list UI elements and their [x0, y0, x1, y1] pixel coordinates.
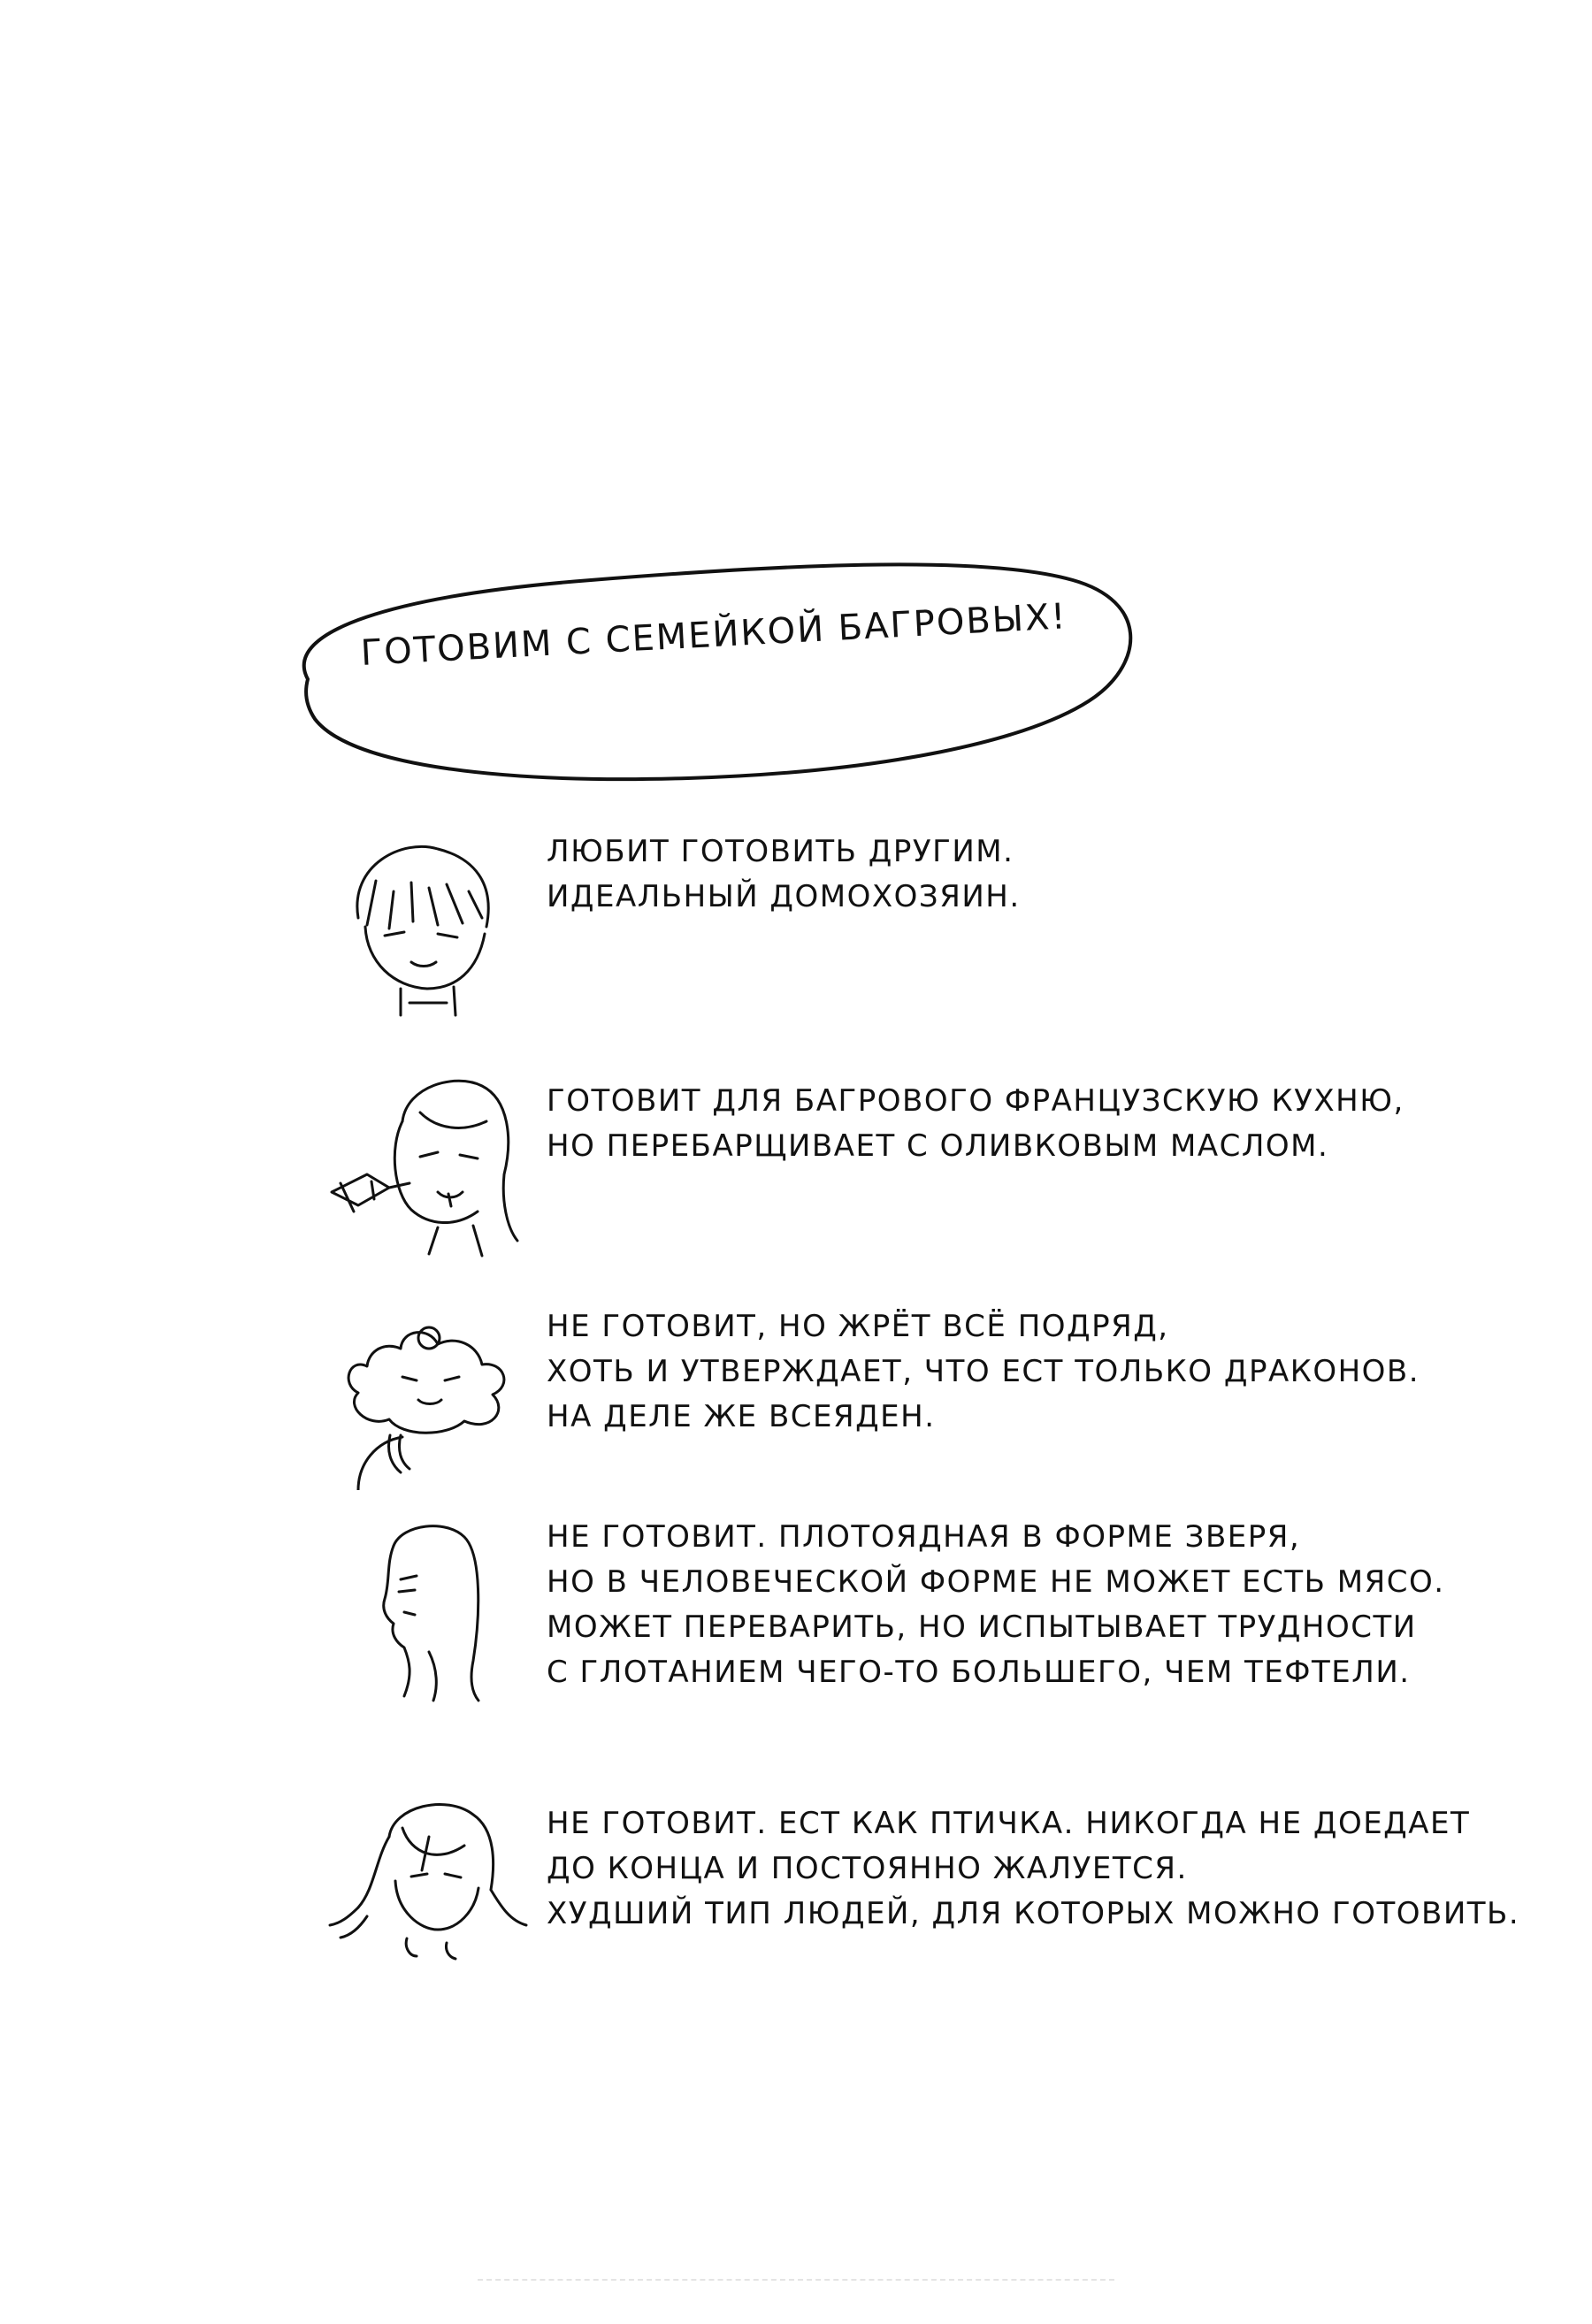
entry-text [547, 1079, 1537, 1169]
entry-line: ИДЕАЛЬНЫЙ ДОМОХОЗЯИН. [547, 879, 1021, 914]
entry-line: ХОТЬ И УТВЕРЖДАЕТ, ЧТО ЕСТ ТОЛЬКО ДРАКОНОВ. [547, 1354, 1420, 1389]
entry-text [547, 1801, 1537, 1937]
entry-line: НЕ ГОТОВИТ, НО ЖРЁТ ВСЁ ПОДРЯД, [547, 1309, 1169, 1344]
character-portrait-icon [305, 1059, 544, 1263]
entry-text [547, 829, 1537, 920]
entry-line: НА ДЕЛЕ ЖЕ ВСЕЯДЕН. [547, 1399, 936, 1434]
faint-divider [478, 2279, 1114, 2281]
entry-line: ДО КОНЦА И ПОСТОЯННО ЖАЛУЕТСЯ. [547, 1851, 1188, 1886]
entry-line: МОЖЕТ ПЕРЕВАРИТЬ, НО ИСПЫТЫВАЕТ ТРУДНОСТИ [547, 1609, 1417, 1645]
entry-line: НО ПЕРЕБАРЩИВАЕТ С ОЛИВКОВЫМ МАСЛОМ. [547, 1128, 1329, 1164]
title-bubble [272, 547, 1157, 785]
entry-text [547, 1304, 1537, 1440]
character-portrait-icon [305, 829, 544, 1033]
character-portrait-icon [305, 1775, 544, 1978]
entry-line: ХУДШИЙ ТИП ЛЮДЕЙ, ДЛЯ КОТОРЫХ МОЖНО ГОТОВИТЬ. [547, 1896, 1520, 1931]
page-title: ГОТОВИМ С СЕМЕЙКОЙ БАГРОВЫХ! [359, 596, 1068, 674]
entry-line: НО В ЧЕЛОВЕЧЕСКОЙ ФОРМЕ НЕ МОЖЕТ ЕСТЬ МЯСО. [547, 1564, 1445, 1600]
entry-line: С ГЛОТАНИЕМ ЧЕГО-ТО БОЛЬШЕГО, ЧЕМ ТЕФТЕЛИ. [547, 1655, 1411, 1690]
entry-line: НЕ ГОТОВИТ. ЕСТ КАК ПТИЧКА. НИКОГДА НЕ ДОЕДАЕТ [547, 1806, 1471, 1841]
entry-line: ЛЮБИТ ГОТОВИТЬ ДРУГИМ. [547, 834, 1014, 869]
entry-line: ГОТОВИТ ДЛЯ БАГРОВОГО ФРАНЦУЗСКУЮ КУХНЮ, [547, 1083, 1404, 1119]
entry-line: НЕ ГОТОВИТ. ПЛОТОЯДНАЯ В ФОРМЕ ЗВЕРЯ, [547, 1519, 1301, 1555]
character-portrait-icon [305, 1510, 544, 1714]
character-portrait-icon [305, 1287, 544, 1490]
entry-text [547, 1515, 1537, 1695]
